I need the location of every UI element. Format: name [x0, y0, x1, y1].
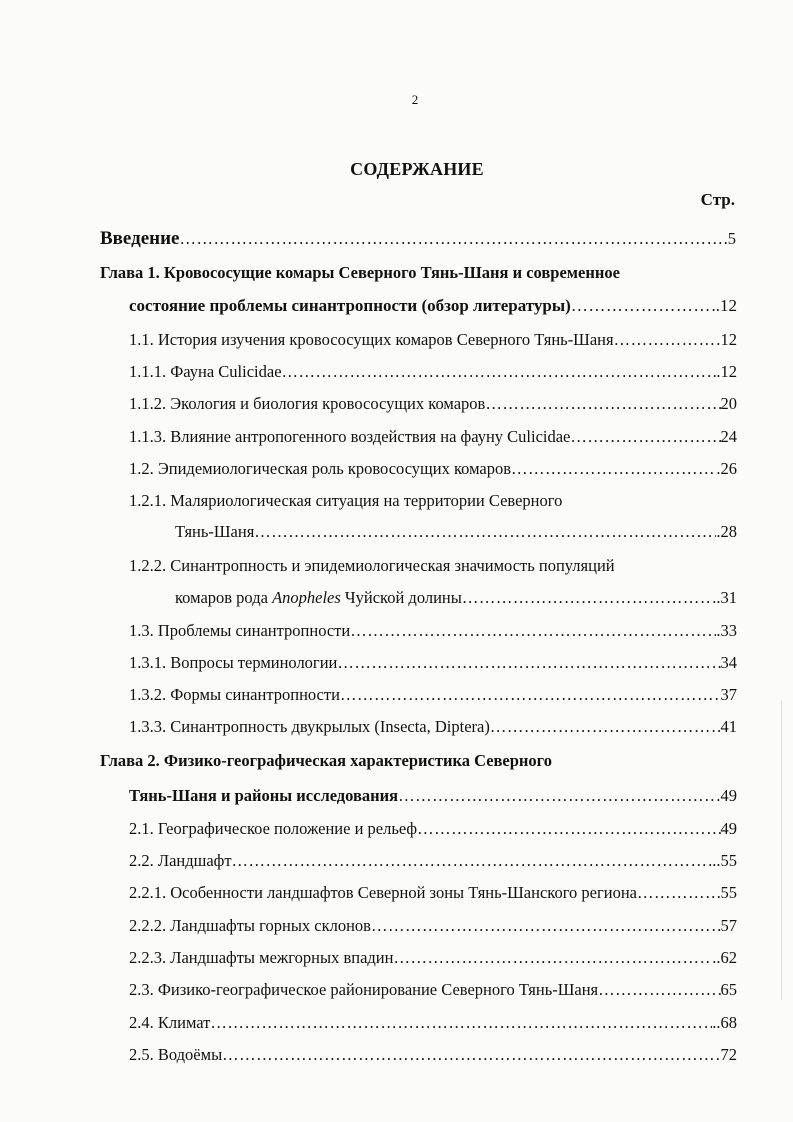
- toc-entry-page: 37: [720, 685, 737, 704]
- toc-entry-1-3-1: [129, 653, 737, 677]
- toc-entry-page: 20: [720, 394, 737, 413]
- page-title: СОДЕРЖАНИЕ: [350, 159, 484, 179]
- toc-entry-2-4: [129, 1013, 737, 1037]
- toc-entry-1-3-3: [129, 717, 737, 741]
- toc-entry-label: состояние проблемы синантропности (обзор литературы): [129, 296, 571, 315]
- toc-entry-label: 1.3.1. Вопросы терминологии: [129, 653, 338, 672]
- toc-entry-1-1-3: [129, 427, 737, 451]
- toc-entry-label: Введение: [100, 228, 180, 249]
- genus-name: Anopheles: [272, 588, 341, 607]
- toc-entry-label: 1.1.1. Фауна Culicidae: [129, 362, 282, 381]
- toc-leader-dots: [210, 1013, 712, 1033]
- page-column-label: Стр.: [700, 190, 735, 209]
- toc-entry-label: 1.1.2. Экология и биология кровососущих комаров: [129, 394, 486, 413]
- toc-entry-label: 2.4. Климат: [129, 1013, 211, 1032]
- toc-entry-1-3-2: [129, 685, 737, 709]
- toc-entry-page: 12: [720, 330, 737, 349]
- toc-entry-page: ..31: [712, 588, 737, 607]
- toc-entry-label: Тянь-Шаня: [175, 522, 255, 541]
- toc-entry-page: ..55: [712, 851, 737, 870]
- toc-entry-1-2-2-heading: 1.2.2. Синантропность и эпидемиологическая значимость популяций: [129, 556, 615, 575]
- toc-leader-dots: [340, 685, 721, 705]
- toc-entry-2-1: [129, 819, 737, 843]
- toc-entry-page: ..12: [711, 296, 737, 315]
- toc-leader-dots: [598, 980, 720, 1000]
- toc-leader-dots: [371, 916, 721, 936]
- scan-edge-line: [781, 700, 782, 1000]
- toc-entry-page: 72: [720, 1045, 737, 1064]
- toc-entry-1-2-2-continuation: [175, 588, 737, 612]
- toc-entry-page: .49: [716, 786, 737, 805]
- toc-leader-dots: [637, 883, 720, 903]
- toc-entry-1-2-1-continuation: [175, 522, 737, 546]
- toc-entry-label: 1.2. Эпидемиологическая роль кровососущих комаров: [129, 459, 512, 478]
- toc-entry-label: 2.2.3. Ландшафты межгорных впадин: [129, 948, 394, 967]
- toc-entry-page: 41: [720, 717, 737, 736]
- toc-entry-page: .26: [716, 459, 737, 478]
- toc-entry-label: 2.2.1. Особенности ландшафтов Северной зоны Тянь-Шанского региона: [129, 883, 638, 902]
- toc-chapter-1-heading: Глава 1. Кровососущие комары Северного Тянь-Шаня и современное: [100, 263, 620, 282]
- toc-entry-label: Тянь-Шаня и районы исследования: [129, 786, 399, 805]
- toc-entry-page: .5: [723, 229, 736, 248]
- toc-label-part: Чуйской долины: [340, 588, 462, 607]
- toc-entry-2-3: [129, 980, 737, 1004]
- toc-entry-2-2-1: [129, 883, 737, 907]
- toc-entry-page: .28: [716, 522, 737, 541]
- toc-leader-dots: [490, 717, 721, 737]
- toc-entry-label: 2.5. Водоёмы: [129, 1045, 223, 1064]
- toc-entry-1-1-1: [129, 362, 737, 386]
- toc-entry-2-2: [129, 851, 737, 875]
- toc-leader-dots: [485, 394, 720, 414]
- toc-entry-label: 1.1. История изучения кровососущих комаров Северного Тянь-Шаня: [129, 330, 614, 349]
- toc-entry-page: ..62: [712, 948, 737, 967]
- toc-leader-dots: [393, 948, 712, 968]
- toc-leader-dots: [570, 427, 720, 447]
- toc-entry-page: 49: [720, 819, 737, 838]
- toc-leader-dots: [222, 1045, 720, 1065]
- toc-entry-label: 1.1.3. Влияние антропогенного воздействия на фауну Culicidae: [129, 427, 571, 446]
- toc-chapter-1-continuation: [129, 296, 737, 320]
- toc-entry-page: 55: [720, 883, 737, 902]
- toc-entry-page: 57: [720, 916, 737, 935]
- toc-entry-label: 2.3. Физико-географическое районирование Северного Тянь-Шаня: [129, 980, 599, 999]
- toc-entry-1-3: [129, 621, 737, 645]
- toc-leader-dots: [337, 653, 720, 673]
- toc-leader-dots: [398, 786, 716, 806]
- toc-entry-intro: [100, 228, 736, 252]
- toc-label-part: комаров рода: [175, 588, 273, 607]
- toc-entry-page: ..68: [712, 1013, 737, 1032]
- toc-entry-page: 24: [720, 427, 737, 446]
- toc-leader-dots: [571, 296, 712, 316]
- toc-entry-page: 34: [720, 653, 737, 672]
- toc-entry-1-1-2: [129, 394, 737, 418]
- toc-entry-label: 1.3. Проблемы синантропности: [129, 621, 351, 640]
- toc-entry-label: 1.3.2. Формы синантропности: [129, 685, 340, 704]
- toc-leader-dots: [180, 229, 724, 249]
- toc-leader-dots: [462, 588, 712, 608]
- toc-leader-dots: [511, 459, 716, 479]
- page-number: 2: [411, 92, 419, 107]
- toc-entry-label: [175, 588, 462, 608]
- toc-entry-label: 2.2. Ландшафт: [129, 851, 232, 870]
- toc-entry-label: 2.1. Географическое положение и рельеф: [129, 819, 418, 838]
- toc-leader-dots: [232, 851, 713, 871]
- toc-entry-page: .33: [716, 621, 737, 640]
- toc-chapter-2-continuation: [129, 786, 737, 810]
- toc-entry-2-2-2: [129, 916, 737, 940]
- toc-leader-dots: [254, 522, 716, 542]
- toc-entry-1-2: [129, 459, 737, 483]
- toc-entry-page: .12: [716, 362, 737, 381]
- toc-chapter-2-heading: Глава 2. Физико-географическая характеристика Северного: [100, 751, 553, 770]
- toc-leader-dots: [350, 621, 716, 641]
- toc-entry-label: 2.2.2. Ландшафты горных склонов: [129, 916, 371, 935]
- toc-entry-2-5: [129, 1045, 737, 1069]
- toc-entry-2-2-3: [129, 948, 737, 972]
- toc-entry-label: 1.3.3. Синантропность двукрылых (Insecta, Diptera): [129, 717, 490, 736]
- toc-entry-page: 65: [720, 980, 737, 999]
- toc-entry-1-2-1-heading: 1.2.1. Маляриологическая ситуация на территории Северного: [129, 491, 563, 510]
- toc-leader-dots: [417, 819, 720, 839]
- toc-entry-1-1: [129, 330, 737, 354]
- toc-leader-dots: [614, 330, 721, 350]
- toc-leader-dots: [282, 362, 717, 382]
